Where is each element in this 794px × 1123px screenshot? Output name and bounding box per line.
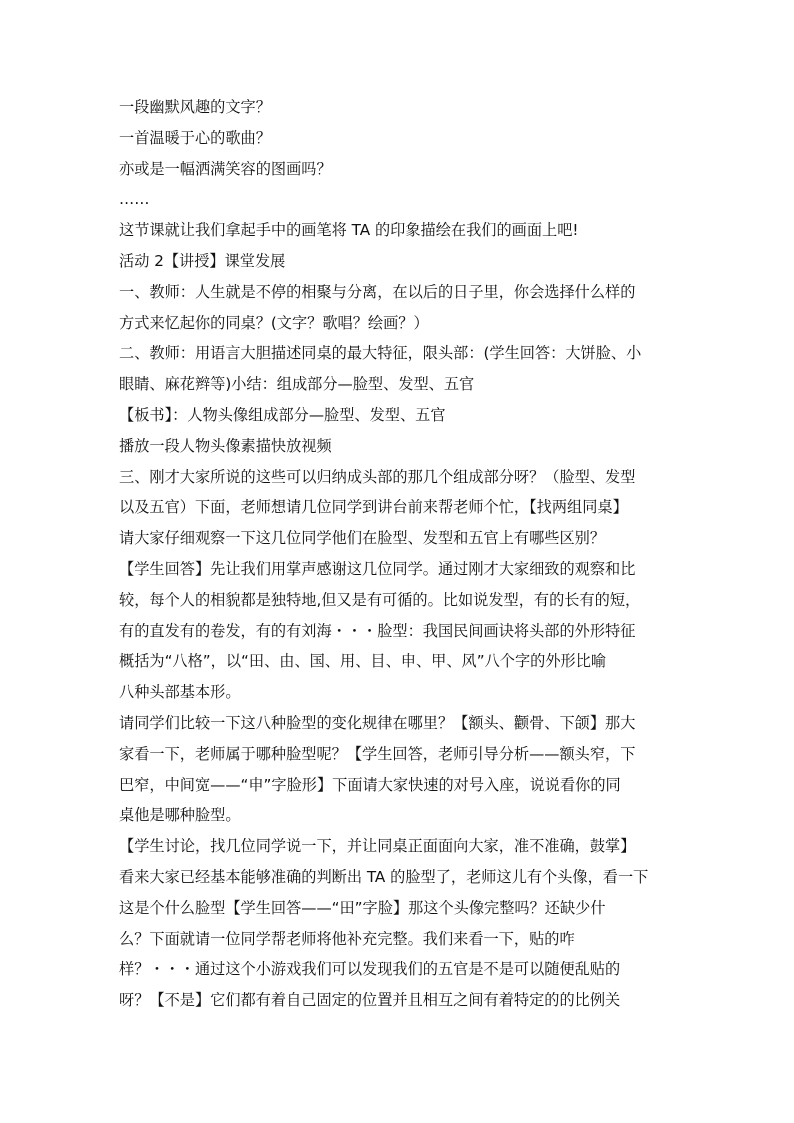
text-line: 桌他是哪种脸型。 (119, 806, 241, 825)
text-line: 请同学们比较一下这八种脸型的变化规律在哪里？【额头、颧骨、下颌】那大 (119, 713, 636, 732)
text-line: 有的直发有的卷发，有的有刘海・・・脸型：我国民间画诀将头部的外形特征 (119, 621, 636, 640)
text-line: …… (119, 190, 150, 209)
text-line: 看来大家已经基本能够准确的判断出 TA 的脸型了，老师这儿有个头像，看一下 (119, 867, 649, 886)
text-line: 眼睛、麻花辫等)小结：组成部分—脸型、发型、五官 (119, 375, 475, 394)
text-line: 一首温暖于心的歌曲？ (119, 128, 271, 147)
text-line: 呀？【不是】它们都有着自己固定的位置并且相互之间有着特定的的比例关 (119, 991, 621, 1010)
text-line: 巴窄，中间宽——“申”字脸形】下面请大家快速的对号入座，说说看你的同 (119, 775, 621, 794)
text-line: 三、刚才大家所说的这些可以归纳成头部的那几个组成部分呀？（脸型、发型 (119, 467, 636, 486)
text-line: 【板书】：人物头像组成部分—脸型、发型、五官 (119, 405, 446, 424)
text-line: 一、教师：人生就是不停的相聚与分离，在以后的日子里，你会选择什么样的 (119, 282, 636, 301)
text-line: 家看一下，老师属于哪种脸型呢？【学生回答，老师引导分析——额头窄，下 (119, 744, 636, 763)
section-heading: 活动 2【讲授】课堂发展 (119, 251, 286, 270)
text-line: 样？・・・通过这个小游戏我们可以发现我们的五官是不是可以随便乱贴的 (119, 960, 621, 979)
text-line: 【学生讨论，找几位同学说一下，并让同桌正面面向大家，准不准确，鼓掌】 (119, 837, 636, 856)
document-body (119, 92, 679, 1016)
text-line: 概括为“八格”，以“田、由、国、用、目、申、甲、风”八个字的外形比喻 (119, 652, 607, 671)
text-line: 么？下面就请一位同学帮老师将他补充完整。我们来看一下，贴的咋 (119, 929, 575, 948)
text-line: 一段幽默风趣的文字？ (119, 98, 271, 116)
text-line: 八种头部基本形。 (119, 683, 241, 702)
text-line: 二、教师：用语言大胆描述同桌的最大特征，限头部：(学生回答：大饼脸、小 (119, 344, 642, 363)
text-line: 较，每个人的相貌都是独特地,但又是有可循的。比如说发型，有的长有的短， (119, 590, 641, 609)
text-line: 以及五官）下面，老师想请几位同学到讲台前来帮老师个忙，【找两组同桌】 (119, 498, 628, 517)
text-line: 这是个什么脸型【学生回答——“田”字脸】那这个头像完整吗？还缺少什 (119, 898, 606, 917)
text-line: 请大家仔细观察一下这几位同学他们在脸型、发型和五官上有哪些区别？ (119, 529, 605, 548)
text-line: 播放一段人物头像素描快放视频 (119, 436, 332, 455)
text-line: 【学生回答】先让我们用掌声感谢这几位同学。通过刚才大家细致的观察和比 (119, 559, 636, 578)
text-line: 这节课就让我们拿起手中的画笔将 TA 的印象描绘在我们的画面上吧! (119, 221, 579, 240)
text-line: 亦或是一幅洒满笑容的图画吗？ (119, 159, 332, 178)
text-line: 方式来忆起你的同桌？(文字？歌唱？绘画？） (119, 313, 429, 332)
